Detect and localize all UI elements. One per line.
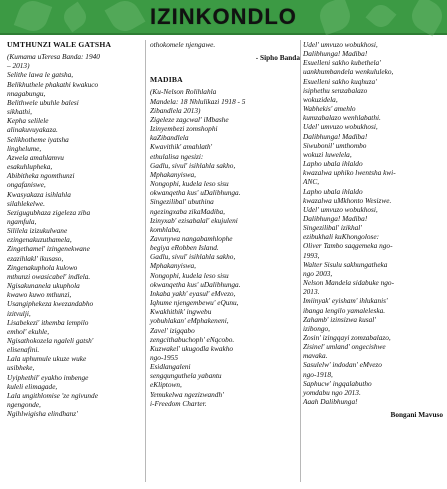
section-title: IZINKONDLO xyxy=(150,3,297,29)
poem-line: eKliptown, xyxy=(150,380,182,390)
poem-line: Lala uphumule ukuze wuke xyxy=(7,354,87,364)
poem-line: Lapho ubala ihlaldo xyxy=(303,159,363,169)
poem-line: Belithwele ubuhle balesi xyxy=(7,97,79,107)
poem-line: Izinyembezi zomshophi xyxy=(150,124,218,134)
leaf-decoration xyxy=(407,0,447,36)
poem-line: Sililela izizukulwane xyxy=(7,226,68,236)
poem-line: sikhathi, xyxy=(7,107,32,117)
poem-line: Ngisakunanela ukuphola xyxy=(7,281,80,291)
poem-line: ngengonde, xyxy=(7,400,41,410)
poem-line: Zosin' izingqayi zomzabalazo, xyxy=(303,333,391,342)
poem-line: emhol' ekuhle, xyxy=(7,326,50,336)
poem-line: kumzabalazo wenhlabathi. xyxy=(303,113,381,123)
poem-line: Esidlangaleni xyxy=(150,362,191,372)
poem-line: mavaka. xyxy=(303,351,328,361)
poem-line: Iqhume njengembewu' eQunu, xyxy=(150,298,239,308)
poem-line: Gadlu, sivul' isihlahla sakho, xyxy=(150,160,236,170)
poem-line: Kepha selilele xyxy=(7,116,49,126)
poem-line: ezingenakuzuthamela, xyxy=(7,235,72,245)
poem-line: Saphucw' ingqalabutho xyxy=(303,378,372,388)
poem-line: Azwela amahlamvu xyxy=(7,152,64,162)
poem-line: Zisinel' umland' ongecishwe xyxy=(303,342,386,352)
poet-credit: Bongani Mavuso xyxy=(390,410,443,420)
poem-line: Kwakhithik' ingwebu xyxy=(150,307,212,317)
poem-column-2 xyxy=(150,40,300,408)
poem-line: Singezilibal' ubuthina xyxy=(150,197,214,207)
poem-line: Uyiphethil' eyakho imbenge xyxy=(7,372,89,382)
poem-column-3 xyxy=(303,40,443,419)
poem-line: elisenafini. xyxy=(7,345,40,355)
poem-line: kuleli elimagade, xyxy=(7,381,58,391)
poem-line: Abibitheka ngomthunzi xyxy=(7,171,75,181)
poem-body xyxy=(303,40,443,406)
poem-line: Walter Sisulu sakhungatheka xyxy=(303,259,388,269)
poem-line: Lapho ubala ihlaldo xyxy=(303,186,363,196)
poem-line: – 2013) xyxy=(7,61,30,71)
poem-line: izitvulji, xyxy=(7,308,31,318)
poem-line: ethulalisa ngesizi: xyxy=(150,151,204,161)
poem-line: ngo-1918, xyxy=(303,369,333,379)
poem-line: Yemukelwa ngezizwandh' xyxy=(150,389,224,399)
section-banner xyxy=(0,0,447,35)
poem-line: Imiinyak' eyisham' ihlukanis' xyxy=(303,296,388,306)
poem-title: MADIBA xyxy=(150,75,183,85)
poem-line: nnagabungu, xyxy=(7,88,46,98)
poem-line: 2013. xyxy=(303,287,320,297)
poem-line: Zahamb' izinsizwa kusal' xyxy=(303,314,376,324)
poem-line: Lisabekezi' ithemba lempilo xyxy=(7,317,89,327)
poem-line: alinakuvuyakaza. xyxy=(7,125,58,135)
poem-line: ANC, xyxy=(303,177,320,187)
poem-line: esakuhlupheka, xyxy=(7,162,53,172)
poem-line: Kwasyakaza isihlahla xyxy=(7,189,71,199)
poem-line: komhlaba, xyxy=(150,224,181,234)
poem-line: (Kumama uTeresa Banda: 1940 xyxy=(7,52,100,62)
poem-line: ibanga lengilo yamaleleska. xyxy=(303,305,386,315)
poem-body-continued xyxy=(150,40,300,49)
poem-line: Zibandlela 2013) xyxy=(150,105,201,115)
poem-line: sengqunguthela yabantu xyxy=(150,371,222,381)
poem-line: Dalibhunga! Madiba! xyxy=(303,49,368,59)
poem-line: Dalibhunga! Madiba! xyxy=(303,213,368,223)
poem-line: 1993, xyxy=(303,250,320,260)
poem-title: UMTHUNZI WALE GATSHA xyxy=(7,40,112,49)
poem-line: Belikhuthele phakathi kwakuco xyxy=(7,79,99,89)
poem-line: Mphakanyiswa, xyxy=(150,169,197,179)
poem-line: Siwubonil' umthombo xyxy=(303,140,367,150)
poem-line: begiya eRobben Island. xyxy=(150,243,219,253)
poem-line: Udel' umvuzo wobukhosi, xyxy=(303,204,378,214)
poem-line: (Ku-Nelson Rolihlahla xyxy=(150,87,217,97)
poem-line: Esuelleni sakho kubethela' xyxy=(303,58,381,68)
poem-line: othokomele njengawe. xyxy=(150,40,216,49)
poem-line: Inkaba yakh' eyasul' eMvezo, xyxy=(150,288,236,298)
poem-line: ezazihlakl' ikusaso, xyxy=(7,253,64,263)
poem-line: Nongophi, kudela leso sisu xyxy=(150,179,229,189)
poem-line: okwanqetha kus' uDalibhunga. xyxy=(150,188,241,198)
poem-line: Mandela: 18 Nhlulikazi 1918 - 5 xyxy=(150,96,246,106)
leaf-decoration xyxy=(14,0,52,35)
poem-body xyxy=(7,52,142,418)
leaf-decoration xyxy=(105,0,146,36)
poem-line: usibheke, xyxy=(7,363,35,373)
poem-line: Usangiphekeza kwezandabho xyxy=(7,299,94,309)
poem-line: Selikhotheme iyatsha xyxy=(7,134,69,144)
poem-line: Esuelleni sakho kuqhuza' xyxy=(303,76,377,86)
poem-line: Aaah Dalibhunga! xyxy=(303,397,358,407)
poem-line: kwazalwa uMkhonto Wesizwe. xyxy=(303,195,392,205)
poet-credit: - Sipho Banda xyxy=(255,53,300,63)
poem-line: Ngihlwigisha elindhanz' xyxy=(7,409,78,419)
poem-line: Zingethamel' izingenekwane xyxy=(7,244,90,254)
poem-line: Dalibhunga! Madiba! xyxy=(303,131,368,141)
poem-line: ngo 2003, xyxy=(303,268,333,278)
poem-line: Zingenakuphola kulowo xyxy=(7,262,78,272)
leaf-decoration xyxy=(316,0,354,35)
poem-line: yomdabu ngo 2013. xyxy=(303,387,361,397)
poem-line: mthunzi owasicabel' indlela. xyxy=(7,271,91,281)
poem-line: kwawo kuwo mthunzi, xyxy=(7,290,72,300)
poem-line: okwanqetha kus' uDalibhunga. xyxy=(150,279,241,289)
poem-line: Oliver Tambo saqgemeka ngo- xyxy=(303,241,393,251)
poem-line: ngezingxaba zikaMadiba, xyxy=(150,206,225,216)
poem-line: kwazalwa uphiko lwentsha kwi- xyxy=(303,168,396,178)
poem-line: Kwavithik' amahlath' xyxy=(150,142,213,152)
poem-line: wokuzi luwelela, xyxy=(303,149,352,159)
poem-line: Nelson Mandela sidabuke ngo- xyxy=(303,278,394,288)
poem-line: ezibukhali kuKhongolose: xyxy=(303,232,379,242)
poem-line: Sezigugubhaza zigeleza ziba xyxy=(7,207,91,217)
column-divider xyxy=(300,40,301,482)
poem-line: linghelume, xyxy=(7,143,42,153)
poem-line: Udel' umvuzo wobukhosi, xyxy=(303,40,378,49)
poem-line: ngamfula, xyxy=(7,216,37,226)
poem-line: Zavunywa nangabamhlophe xyxy=(150,233,233,243)
leaf-decoration xyxy=(60,2,91,33)
poem-line: Izinyxab' ezisabalal' ekujuleni xyxy=(150,215,238,225)
poem-line: ongafaniswe, xyxy=(7,180,46,190)
poem-column-1 xyxy=(7,40,142,418)
poem-line: Lala ungithlomise 'ze ngivunde xyxy=(7,390,98,400)
column-divider xyxy=(145,40,146,482)
poem-line: isiphethu senzabalazo xyxy=(303,85,368,95)
poem-line: Nongophi, kudela leso sisu xyxy=(150,270,229,280)
poem-line: zengcithabuchoph' eNqcobo. xyxy=(150,334,235,344)
poem-line: Zigeleze zagcwal' iMbashe xyxy=(150,114,229,124)
poem-line: Singezilibal' izikhal' xyxy=(303,223,362,233)
poem-line: Sasulelw' indodan' eMvezo xyxy=(303,360,382,370)
poem-body xyxy=(150,87,300,407)
poem-line: i-Freedom Charter. xyxy=(150,398,207,408)
poem-line: Selithe lawa le gatsha, xyxy=(7,70,74,80)
poem-line: Udel' umvuzo wobukhosi, xyxy=(303,122,378,132)
poem-line: kaZibandlela xyxy=(150,133,189,143)
leaf-decoration xyxy=(366,1,397,32)
poem-line: Ngisathokozela ngaleli gatsh' xyxy=(7,336,94,345)
poem-line: Wabhekis' amehlo xyxy=(303,104,356,114)
poem-line: Mphakanyiswa, xyxy=(150,261,197,271)
poem-line: yobuhlakan' eMphakeneni, xyxy=(150,316,229,326)
poem-line: izibongo, xyxy=(303,323,330,333)
poem-line: uankhumbandela wenkululeko, xyxy=(303,67,394,77)
poem-line: wokuzidela, xyxy=(303,94,338,104)
poem-line: Kuzwakel' ukugodla kwakho xyxy=(150,343,234,353)
poem-line: ngo-1955 xyxy=(150,353,178,362)
poem-line: Zavel' izigqabo xyxy=(150,325,195,335)
poem-line: silahlekelwe. xyxy=(7,198,45,208)
poem-line: Gadlu, sivul' isihlahla sakho, xyxy=(150,252,236,262)
